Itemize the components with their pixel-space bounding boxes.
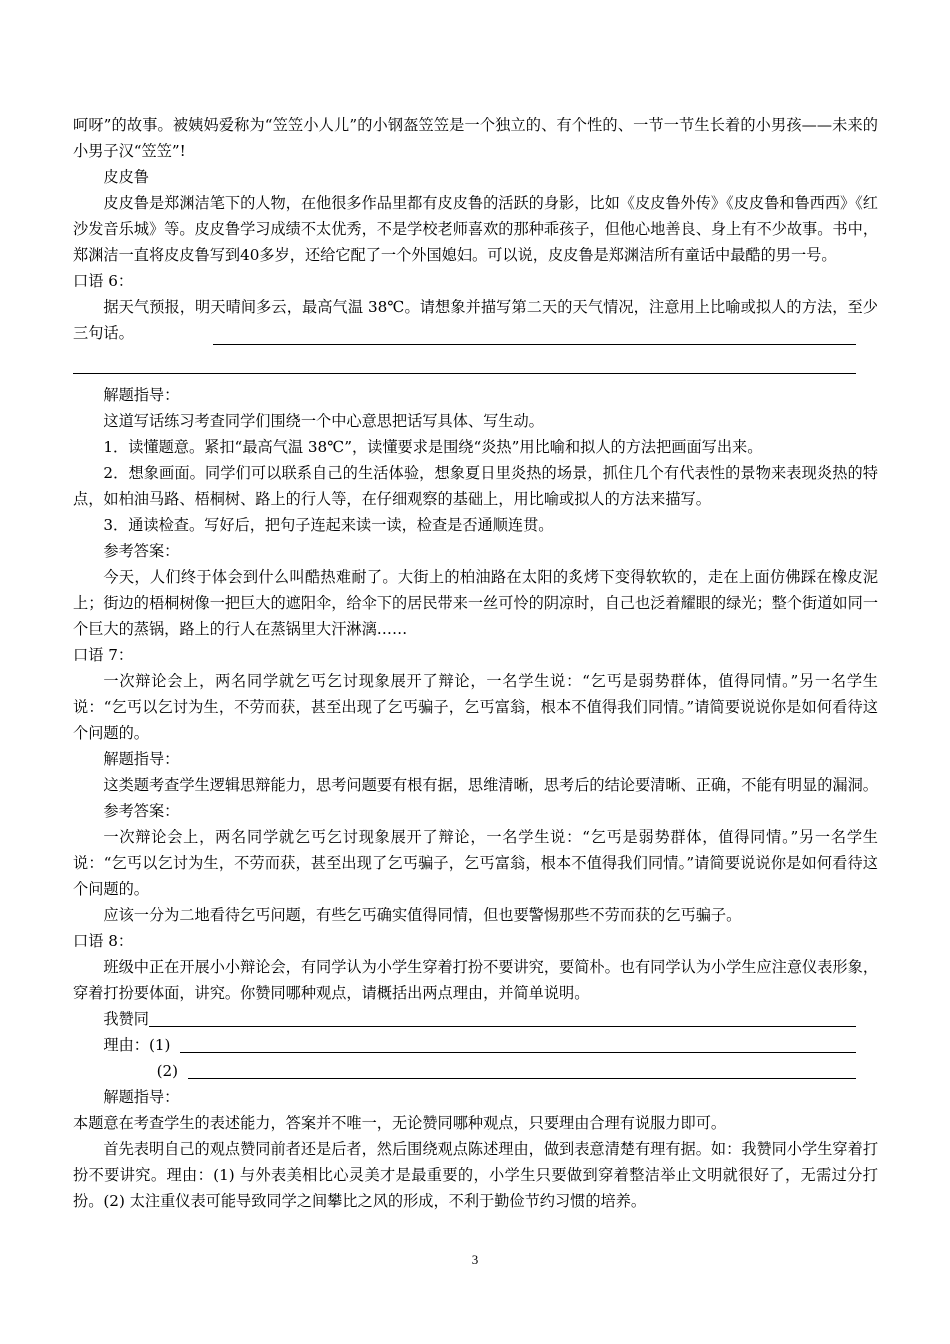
oral6-guide-intro: 这道写话练习考查同学们围绕一个中心意思把话写具体、写生动。 — [103, 412, 544, 430]
oral8-reason2-input[interactable] — [188, 1058, 856, 1079]
pipilu-heading: 皮皮鲁 — [103, 168, 149, 186]
oral6-guide-title: 解题指导： — [103, 386, 180, 404]
oral7-answer-2: 应该一分为二地看待乞丐问题，有些乞丐确实值得同情，但也要警惕那些不劳而获的乞丐骗子。 — [103, 906, 742, 924]
oral6-answer-title: 参考答案： — [103, 542, 180, 560]
oral8-heading: 口语 8： — [73, 932, 134, 950]
oral8-reason1-row — [73, 1032, 856, 1058]
oral6-answer: 今天，人们终于体会到什么叫酷热难耐了。大街上的柏油路在太阳的炙烤下变得软软的，走在上面仿佛踩在橡皮泥上；街边的梧桐树像一把巨大的遮阳伞，给伞下的居民带来一丝可怜的阴凉时，自己也泛着耀眼的绿光；整个街道如同一个巨大的蒸锅，路上的行人在蒸锅里大汗淋漓…… — [73, 568, 878, 638]
oral8-agree-input[interactable] — [149, 1006, 856, 1027]
oral6-question: 据天气预报，明天晴间多云，最高气温 38℃。请想象并描写第二天的天气情况，注意用上比喻或拟人的方法，至少三句话。 — [73, 298, 878, 342]
oral8-guide-2: 首先表明自己的观点赞同前者还是后者，然后围绕观点陈述理由，做到表意清楚有理有据。如：我赞同小学生穿着打扮不要讲究。理由：(1) 与外表美相比心灵美才是最重要的，小学生只要做到穿着整洁举止文明就很好了，无需过分打扮。(2) 太注重仪表可能导致同学之间攀比之风的形成，不利于勤俭节约习惯的培养。 — [73, 1140, 878, 1210]
oral8-reason1-input[interactable] — [180, 1032, 856, 1053]
oral7-guide-title: 解题指导： — [103, 750, 180, 768]
page-number: 3 — [471, 1252, 479, 1267]
oral7-question: 一次辩论会上，两名同学就乞丐乞讨现象展开了辩论，一名学生说：“乞丐是弱势群体，值得同情。”另一名学生说：“乞丐以乞讨为生，不劳而获，甚至出现了乞丐骗子，乞丐富翁，根本不值得我们同情。”请简要说说你是如何看待这个问题的。 — [73, 672, 878, 742]
oral8-agree-row — [73, 1006, 856, 1032]
oral8-agree-label: 我赞同 — [103, 1010, 149, 1028]
intro-paragraph: 呵呀”的故事。被姨妈爱称为“笠笠小人儿”的小钢盔笠笠是一个独立的、有个性的、一节一节生长着的小男孩——未来的小男子汉“笠笠”! — [73, 116, 878, 160]
oral8-guide-title: 解题指导： — [103, 1088, 180, 1106]
document-page — [73, 112, 878, 1214]
oral7-answer-title: 参考答案： — [103, 802, 180, 820]
oral6-answer-line-2[interactable] — [73, 351, 856, 374]
oral6-question-row — [73, 294, 878, 346]
oral6-heading: 口语 6： — [73, 272, 134, 290]
oral7-guide: 这类题考查学生逻辑思辩能力，思考问题要有根有据，思维清晰，思考后的结论要清晰、正确，不能有明显的漏洞。 — [103, 776, 878, 794]
oral8-reason2-label: (2) — [156, 1062, 179, 1080]
oral6-step-1: 1．读懂题意。紧扣“最高气温 38℃”，读懂要求是围绕“炎热”用比喻和拟人的方法把画面写出来。 — [103, 438, 763, 456]
oral8-guide-1: 本题意在考查学生的表述能力，答案并不唯一，无论赞同哪种观点，只要理由合理有说服力即可。 — [73, 1114, 727, 1132]
oral6-step-3: 3．通读检查。写好后，把句子连起来读一读，检查是否通顺连贯。 — [103, 516, 554, 534]
oral8-reason2-row — [73, 1058, 856, 1084]
oral8-question: 班级中正在开展小小辩论会，有同学认为小学生穿着打扮不要讲究，要简朴。也有同学认为小学生应注意仪表形象，穿着打扮要体面，讲究。你赞同哪种观点，请概括出两点理由，并简单说明。 — [73, 958, 878, 1002]
oral7-heading: 口语 7： — [73, 646, 134, 664]
oral6-step-2: 2．想象画面。同学们可以联系自己的生活体验，想象夏日里炎热的场景，抓住几个有代表性的景物来表现炎热的特点，如柏油马路、梧桐树、路上的行人等，在仔细观察的基础上，用比喻或拟人的方法来描写。 — [73, 464, 878, 508]
oral7-answer-1: 一次辩论会上，两名同学就乞丐乞讨现象展开了辩论，一名学生说：“乞丐是弱势群体，值得同情。”另一名学生说：“乞丐以乞讨为生，不劳而获，甚至出现了乞丐骗子，乞丐富翁，根本不值得我们同情。”请简要说说你是如何看待这个问题的。 — [73, 828, 878, 898]
oral8-reason1-label: 理由：(1) — [103, 1036, 171, 1054]
pipilu-paragraph: 皮皮鲁是郑渊洁笔下的人物，在他很多作品里都有皮皮鲁的活跃的身影，比如《皮皮鲁外传》《皮皮鲁和鲁西西》《红沙发音乐城》等。皮皮鲁学习成绩不太优秀，不是学校老师喜欢的那种乖孩子，但他心地善良、身上有不少故事。书中，郑渊洁一直将皮皮鲁写到40多岁，还给它配了一个外国媳妇。可以说，皮皮鲁是郑渊洁所有童话中最酷的男一号。 — [73, 194, 878, 264]
